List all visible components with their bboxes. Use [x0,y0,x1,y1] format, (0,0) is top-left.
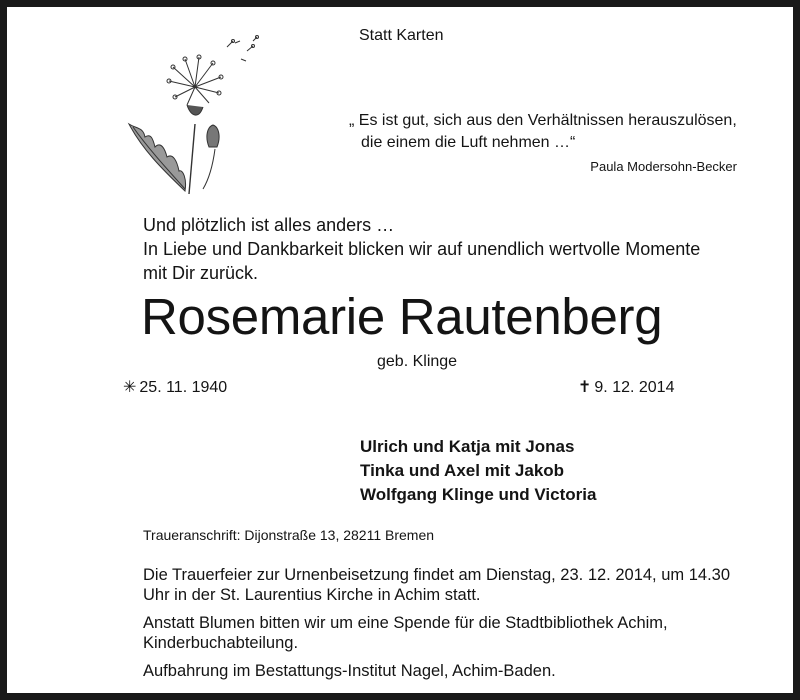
family-member: Tinka und Axel mit Jakob [360,461,565,480]
maiden-name: geb. Klinge [377,353,458,370]
heading-statt-karten: Statt Karten [359,27,444,44]
ceremony-paragraph: Die Trauerfeier zur Urnenbeisetzung findet am Dienstag, 23. 12. 2014, um 14.30 Uhr in der St. Laurentius Kirche in Achim statt. [143,566,731,604]
quote-author: Paula Modersohn-Becker [590,159,737,174]
donation-paragraph: Anstatt Blumen bitten wir um eine Spende für die Stadtbibliothek Achim, Kinderbuchabteilung. [143,614,668,652]
mourning-address: Traueranschrift: Dijonstraße 13, 28211 Bremen [143,527,435,543]
intro-text [143,213,743,285]
family-list [360,435,596,507]
quote-block [349,110,739,178]
death-date-value: 9. 12. 2014 [594,379,675,396]
viewing-paragraph: Aufbahrung im Bestattungs-Institut Nagel, Achim-Baden. [143,662,556,680]
quote-line-1: „ Es ist gut, sich aus den Verhältnissen herauszulösen, [349,112,737,129]
ceremony-details [143,565,743,689]
birth-star-icon: ✳ [123,377,137,396]
intro-line-1: Und plötzlich ist alles anders … [143,215,395,235]
family-member: Ulrich und Katja mit Jonas [360,437,575,456]
death-cross-icon: ✝ [578,377,592,396]
family-member: Wolfgang Klinge und Victoria [360,485,597,504]
birth-date-value: 25. 11. 1940 [139,379,228,396]
dandelion-icon [107,29,277,199]
death-date [578,377,674,397]
birth-date [123,377,227,397]
intro-line-2: In Liebe und Dankbarkeit blicken wir auf unendlich wertvolle Momente [143,239,701,259]
deceased-name: Rosemarie Rautenberg [141,288,663,345]
intro-line-3: mit Dir zurück. [143,263,259,283]
quote-line-2: die einem die Luft nehmen …“ [361,134,576,151]
